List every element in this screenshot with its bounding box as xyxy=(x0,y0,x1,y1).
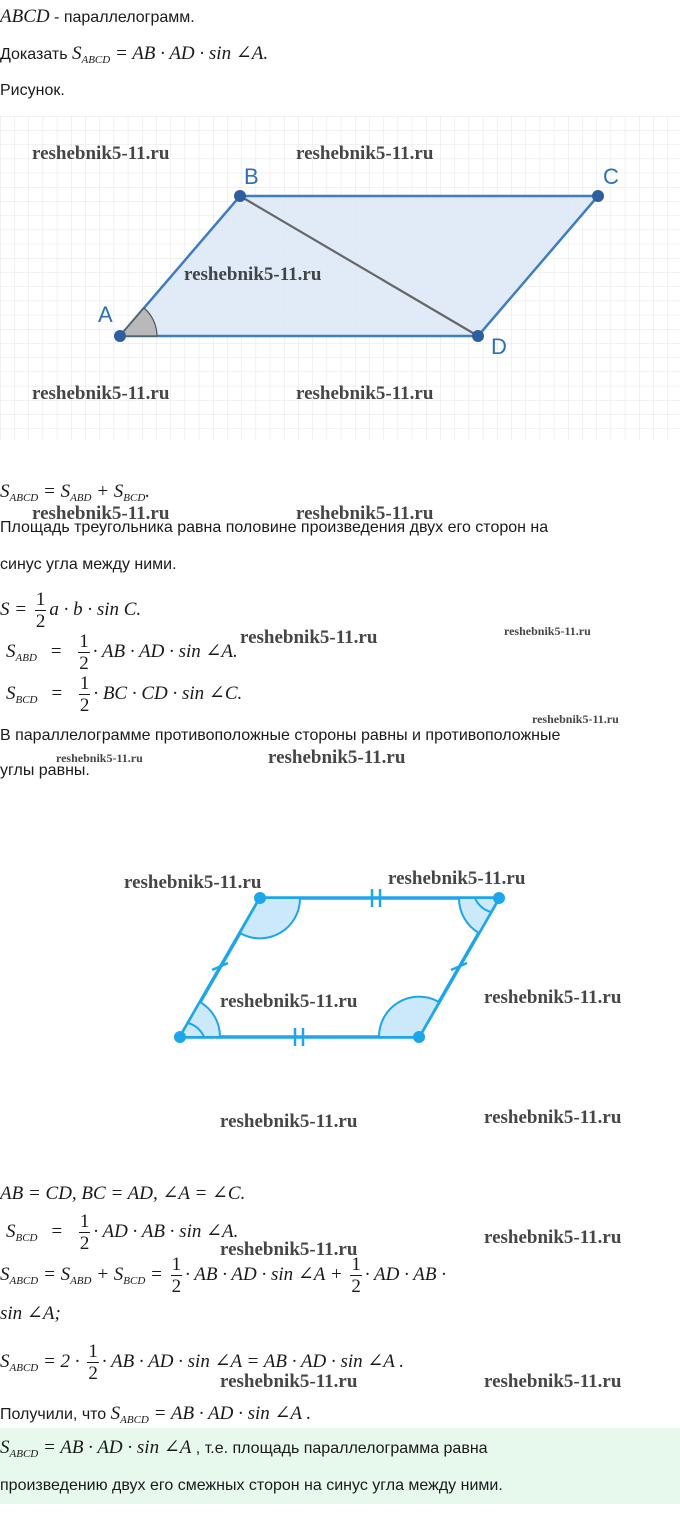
math-s: S xyxy=(113,1263,124,1285)
watermark: reshebnik5-11.ru xyxy=(220,991,358,1012)
angle-d-mark xyxy=(379,997,439,1037)
text-line: В параллелограмме противоположные стороны равны и противоположные xyxy=(0,727,561,744)
text-line: углы равны. xyxy=(0,762,90,779)
math-sub: BCD xyxy=(123,492,146,504)
point-c xyxy=(592,190,604,202)
math-formula: = AB · AD · sin ∠A xyxy=(38,1437,192,1458)
figure-caption: Рисунок. xyxy=(0,82,65,99)
text-line: синус угла между ними. xyxy=(0,556,177,573)
math-sub: ABD xyxy=(70,492,92,504)
watermark: reshebnik5-11.ru xyxy=(532,712,619,726)
continuation-line: sin ∠A; xyxy=(0,1303,61,1324)
math-op: = xyxy=(145,1263,168,1285)
math-sub: ABCD xyxy=(9,492,39,504)
watermark: reshebnik5-11.ru xyxy=(56,751,143,765)
watermark: reshebnik5-11.ru xyxy=(32,383,170,404)
denominator: 2 xyxy=(351,1276,361,1297)
watermark: reshebnik5-11.ru xyxy=(504,624,591,638)
fraction xyxy=(79,1212,91,1253)
math-op: . xyxy=(145,481,151,502)
statement-line xyxy=(0,6,195,28)
math-op: = xyxy=(38,481,61,502)
result-label: Получили, что xyxy=(0,1406,111,1423)
denominator: 2 xyxy=(171,1276,182,1297)
denominator: 2 xyxy=(79,1233,90,1254)
denominator: 2 xyxy=(88,1363,98,1384)
sabd-formula xyxy=(6,632,238,673)
math-formula: = AB · AD · sin ∠A . xyxy=(148,1403,312,1424)
math-rhs: · AB · AD · sin ∠A. xyxy=(92,640,238,662)
math-sub: BCD xyxy=(123,1274,146,1287)
fraction xyxy=(78,632,90,673)
math-s: S xyxy=(60,1263,71,1285)
math-s: S xyxy=(6,1220,16,1242)
conclusion-line-1 xyxy=(0,1436,488,1460)
math-lhs: S = xyxy=(0,598,32,620)
point-b xyxy=(234,190,246,202)
denominator: 2 xyxy=(35,611,46,632)
math-sub: ABCD xyxy=(81,54,111,66)
result-line xyxy=(0,1402,311,1426)
prove-label: Доказать xyxy=(0,46,72,63)
point-d xyxy=(472,330,484,342)
vertex-a xyxy=(174,1031,186,1043)
fraction xyxy=(171,1255,183,1296)
math-s: S xyxy=(0,1263,10,1285)
fraction xyxy=(87,1342,99,1383)
vertex-c xyxy=(493,892,505,904)
watermark: reshebnik5-11.ru xyxy=(388,868,526,889)
angle-b-mark xyxy=(240,898,300,938)
conclusion-line-2: произведению двух его смежных сторон на синус угла между ними. xyxy=(0,1477,503,1494)
sbcd-substituted xyxy=(6,1212,238,1253)
total-area-line xyxy=(0,1255,446,1296)
math-sub: ABCD xyxy=(9,1274,39,1287)
prove-line xyxy=(0,42,268,66)
math-sub: BCD xyxy=(15,693,38,706)
point-a xyxy=(114,330,126,342)
math-op: + xyxy=(91,481,114,502)
fraction xyxy=(79,674,91,715)
watermark: reshebnik5-11.ru xyxy=(484,987,622,1008)
math-sub: ABCD xyxy=(9,1361,39,1374)
parallelogram-outline xyxy=(180,898,499,1037)
watermark: reshebnik5-11.ru xyxy=(184,264,322,285)
math-s: S xyxy=(0,1350,10,1372)
math-rhs: · AD · AB · xyxy=(364,1263,446,1285)
math-s: S xyxy=(6,682,16,704)
triangle-area-formula xyxy=(0,590,141,631)
text-line: Площадь треугольника равна половине произведения двух его сторон на xyxy=(0,519,549,536)
numerator: 1 xyxy=(79,673,90,694)
denominator: 2 xyxy=(79,653,89,674)
math-rhs: · AB · AD · sin ∠A = AB · AD · sin ∠A . xyxy=(101,1350,405,1372)
math-s: S xyxy=(0,1437,10,1458)
math-middle: · AB · AD · sin ∠A + xyxy=(185,1263,348,1285)
math-sub: ABCD xyxy=(9,1448,39,1460)
numerator: 1 xyxy=(88,1341,98,1362)
sum-equation xyxy=(0,481,150,504)
watermark: reshebnik5-11.ru xyxy=(296,383,434,404)
watermark: reshebnik5-11.ru xyxy=(240,627,378,648)
watermark: reshebnik5-11.ru xyxy=(296,503,434,524)
watermark: reshebnik5-11.ru xyxy=(220,1371,358,1392)
math-rhs: a · b · sin C. xyxy=(49,598,142,620)
math-s: S xyxy=(60,481,71,502)
sbcd-formula xyxy=(6,674,242,715)
numerator: 1 xyxy=(79,1211,90,1232)
math-sub: ABD xyxy=(70,1274,92,1287)
math-op: + xyxy=(91,1263,114,1285)
vertex-d xyxy=(413,1031,425,1043)
math-op: = xyxy=(45,682,68,704)
watermark: reshebnik5-11.ru xyxy=(296,143,434,164)
math-op: = xyxy=(38,1263,61,1285)
watermark: reshebnik5-11.ru xyxy=(220,1111,358,1132)
fraction xyxy=(350,1255,362,1296)
equal-sides-figure xyxy=(0,860,680,1070)
watermark: reshebnik5-11.ru xyxy=(484,1371,622,1392)
math-op: = 2 · xyxy=(38,1350,85,1372)
math-s: S xyxy=(71,43,82,64)
watermark: reshebnik5-11.ru xyxy=(220,1239,358,1260)
label-d: D xyxy=(491,334,507,359)
math-abcd: ABCD xyxy=(0,6,50,27)
watermark: reshebnik5-11.ru xyxy=(32,143,170,164)
denominator: 2 xyxy=(79,695,90,716)
math-s: S xyxy=(110,1403,121,1424)
numerator: 1 xyxy=(351,1254,361,1275)
fraction xyxy=(35,590,47,631)
label-a: A xyxy=(98,302,113,327)
numerator: 1 xyxy=(35,589,46,610)
label-b: B xyxy=(244,164,259,189)
watermark: reshebnik5-11.ru xyxy=(32,503,170,524)
math-s: S xyxy=(6,640,16,662)
watermark: reshebnik5-11.ru xyxy=(484,1107,622,1128)
conclusion-text: , т.е. площадь параллелограмма равна xyxy=(191,1440,488,1457)
math-op: = xyxy=(45,1220,68,1242)
math-sub: ABCD xyxy=(120,1414,149,1426)
math-rhs: · AD · AB · sin ∠A. xyxy=(93,1220,239,1242)
math-rhs: · BC · CD · sin ∠C. xyxy=(93,682,243,704)
math-sub: BCD xyxy=(15,1231,38,1244)
equalities-line: AB = CD, BC = AD, ∠A = ∠C. xyxy=(0,1183,246,1204)
math-op: = xyxy=(44,640,68,662)
math-formula: = AB · AD · sin ∠A. xyxy=(110,43,269,64)
label-c: C xyxy=(603,164,619,189)
watermark: reshebnik5-11.ru xyxy=(124,872,262,893)
math-s: S xyxy=(113,481,124,502)
math-sub: ABD xyxy=(15,651,37,664)
watermark: reshebnik5-11.ru xyxy=(484,1227,622,1248)
statement-text: - параллелограмм. xyxy=(49,9,195,26)
watermark: reshebnik5-11.ru xyxy=(268,747,406,768)
numerator: 1 xyxy=(79,631,89,652)
math-s: S xyxy=(0,481,10,502)
numerator: 1 xyxy=(171,1254,182,1275)
